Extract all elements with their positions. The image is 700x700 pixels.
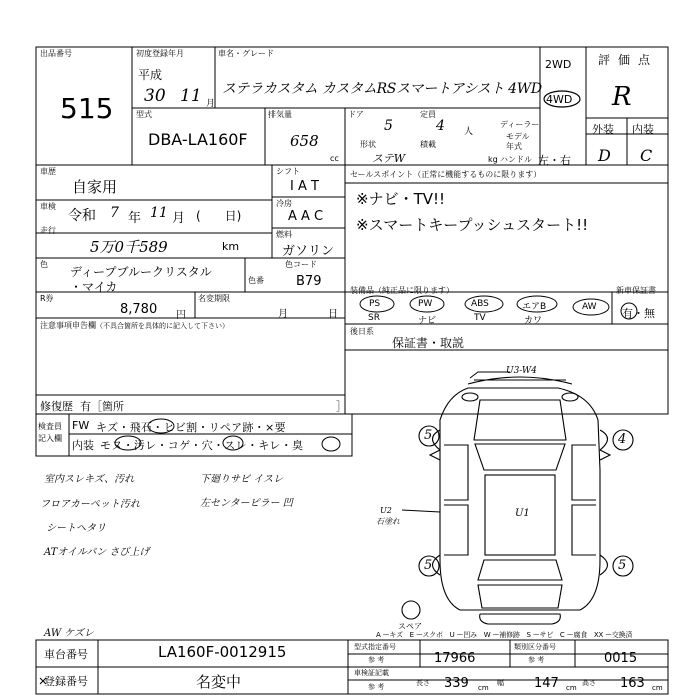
model-year-label2: 年式 [506,142,522,151]
inspection-label: 車検 [40,202,56,211]
length-value: 339 [444,676,469,691]
drive-4wd: 4WD [546,93,573,106]
inspection-day: ( 日) [196,209,242,223]
tire-rr: 5 [618,558,627,573]
equipment-label: 装備品（純正品に限ります） [350,286,454,295]
loading-unit: kg [488,155,498,164]
diagram-legend: A ーキズ E ースクボ U ー凹み W ー補修跡 S ーサビ C ー腐食 XX ー交換済 [376,631,633,639]
equip-sr: SR [368,313,380,323]
diagram-top-note: U3-W4 [506,366,537,376]
height-value: 163 [620,676,645,691]
shift-value: I A T [290,179,319,194]
model-label: 型式 [136,110,152,119]
dims-label: 車検証記載 [354,669,389,677]
model-value: DBA-LA160F [148,130,248,149]
name-change-day: 日 [328,309,338,320]
equip-leather: カワ [524,316,543,326]
color-value-2: ・マイカ [70,280,118,294]
mileage-label: 走行 [40,226,56,235]
hw-mid-1: 下廻りサビ イスレ [200,474,284,485]
hw-bottom: AW ケズレ [44,628,94,639]
capacity-value: 4 [436,118,445,134]
shift-label: シフト [276,167,300,176]
recycle-unit: 円 [176,310,186,321]
width-unit: cm [566,684,577,692]
inspection-era: 令和 [68,208,96,224]
first-reg-unit: 月 [206,99,216,109]
doors-label: ドア [348,110,364,119]
category-no-value: 0015 [604,651,638,666]
specified-no-value: 17966 [434,651,476,666]
capacity-unit: 人 [464,127,474,137]
height-unit: cm [652,684,663,692]
dealer-label: ディーラー [500,120,540,129]
width-value: 147 [534,676,559,691]
warranty-value: 有・無 [622,307,655,320]
inspection-year-unit: 年 [128,211,142,226]
recycle-value: 8,780 [120,302,158,317]
fuel-label: 燃料 [276,230,292,239]
displacement-unit: cc [330,154,339,163]
spare-label: スペア [398,622,422,631]
tire-lr: 5 [424,558,433,573]
length-unit: cm [478,684,489,692]
ac-label: 冷房 [276,199,292,208]
diagram-side-note1: U2 [380,506,392,515]
lot-label: 出品番号 [40,49,72,58]
inspector-label-bottom: 記入欄 [38,434,62,443]
inspection-month-unit: 月 [172,211,186,226]
lot-number: 515 [60,92,114,125]
model-year-label: モデル [506,132,530,141]
grade-label: 評価点 [598,53,659,67]
sales-point-2: ※スマートキープッシュスタート!! [356,216,589,234]
repair-label: 修復歴 [40,400,73,413]
shape-label: 形状 [360,140,376,149]
reg-no-label: 登録番号 [44,675,88,688]
handle-label: ハンドル [500,155,532,164]
hw-left-2: フロアカーペット汚れ [40,499,140,510]
reg-no-value: 名変中 [196,673,242,691]
color-code-label: 色コード [285,260,317,269]
sales-point-label: セールスポイント（正常に機能するものに限ります） [350,170,542,179]
history-value: 自家用 [72,178,118,196]
equip-aw: AW [582,302,597,312]
color-no-label: 色番 [248,276,264,285]
diagram-side-note2: 石塗れ [376,517,400,526]
first-reg-era: 平成 [138,68,163,82]
chassis-value: LA160F-0012915 [158,643,287,661]
color-label: 色 [40,260,48,269]
doors-value: 5 [384,118,393,134]
hw-mid-2: 左センターピラー 凹 [200,498,293,509]
exterior-label: 外装 [592,123,614,136]
loading-label: 積載 [420,140,436,149]
repair-value: 有［箇所 [80,400,124,413]
specified-no-sub: 参 考 [368,656,385,664]
inspector-row2-head: 内装 [72,439,94,452]
notes-sub: （不具合箇所を具体的に記入して下さい） [96,322,229,330]
name-change-label: 名変期限 [198,294,230,303]
inspector-row2: モヌ・汚レ・コゲ・穴・スレ・キレ・臭 [100,439,304,452]
exterior-value: D [598,146,611,165]
capacity-label: 定員 [420,110,436,119]
category-no-sub: 参 考 [528,656,545,664]
after-docs-label: 後日系 [350,327,374,336]
first-reg-month: 11 [180,86,202,106]
interior-label: 内装 [632,123,654,136]
shape-value: ステW [372,152,406,165]
car-name-label: 車名・グレード [218,49,274,58]
recycle-label: R券 [40,294,54,303]
hw-left-1: 室内スレキズ、汚れ [44,474,135,485]
inspector-row1-head: FW [72,419,90,432]
ac-value: A A C [288,209,324,224]
inspection-year: 7 [110,205,119,221]
first-reg-year: 30 [144,86,166,106]
equip-ps: PS [369,299,381,309]
warranty-label: 新車保証書 [616,286,656,295]
diagram-body-note: U1 [515,508,530,519]
width-label: 幅 [497,679,504,687]
length-label: 長さ [416,679,430,687]
equip-abs: ABS [471,299,489,309]
inspector-row1: キズ・飛石・ヒビ割・リペア跡・×要 [96,421,286,434]
after-docs-value: 保証書・取説 [392,336,465,350]
car-name-value: ステラカスタム カスタムRSスマートアシスト 4WD [222,81,542,97]
grade-value: R [612,82,632,112]
equip-tv: TV [474,313,486,323]
equip-pw: PW [418,299,433,309]
displacement-value: 658 [290,132,319,150]
category-no-label: 類別区分番号 [514,643,556,651]
history-label: 車歴 [40,167,56,176]
inspector-label-top: 検査員 [38,422,62,431]
specified-no-label: 型式指定番号 [354,643,396,651]
displacement-label: 排気量 [268,110,292,119]
hw-left-3: シートヘタリ [46,523,106,534]
tire-rf: 4 [618,432,627,447]
notes-label: 注意事項申告欄 [40,321,96,330]
sales-point-1: ※ナビ・TV!! [356,190,446,208]
first-reg-label: 初度登録年月 [136,49,184,58]
color-code-value: B79 [296,274,322,289]
inspection-month: 11 [150,205,168,221]
mileage-value: 5万0千589 [90,238,168,256]
equip-airbag: エアB [522,302,547,312]
chassis-label: 車台番号 [44,648,88,661]
name-change-month: 月 [278,309,288,320]
hw-left-4: ATオイルパン さび上げ [44,547,150,558]
drive-2wd: 2WD [545,58,572,71]
tire-lf: 5 [424,428,433,443]
handle-value: 左・右 [538,154,571,167]
color-value-1: ディープブルークリスタル [70,265,212,279]
equip-navi: ナビ [418,316,437,326]
repair-end: ］ [336,400,347,413]
interior-value: C [640,146,653,165]
mileage-unit: km [222,240,240,253]
height-label: 高さ [582,679,596,687]
fuel-value: ガソリン [282,244,335,259]
dims-sub: 参 考 [368,683,385,691]
